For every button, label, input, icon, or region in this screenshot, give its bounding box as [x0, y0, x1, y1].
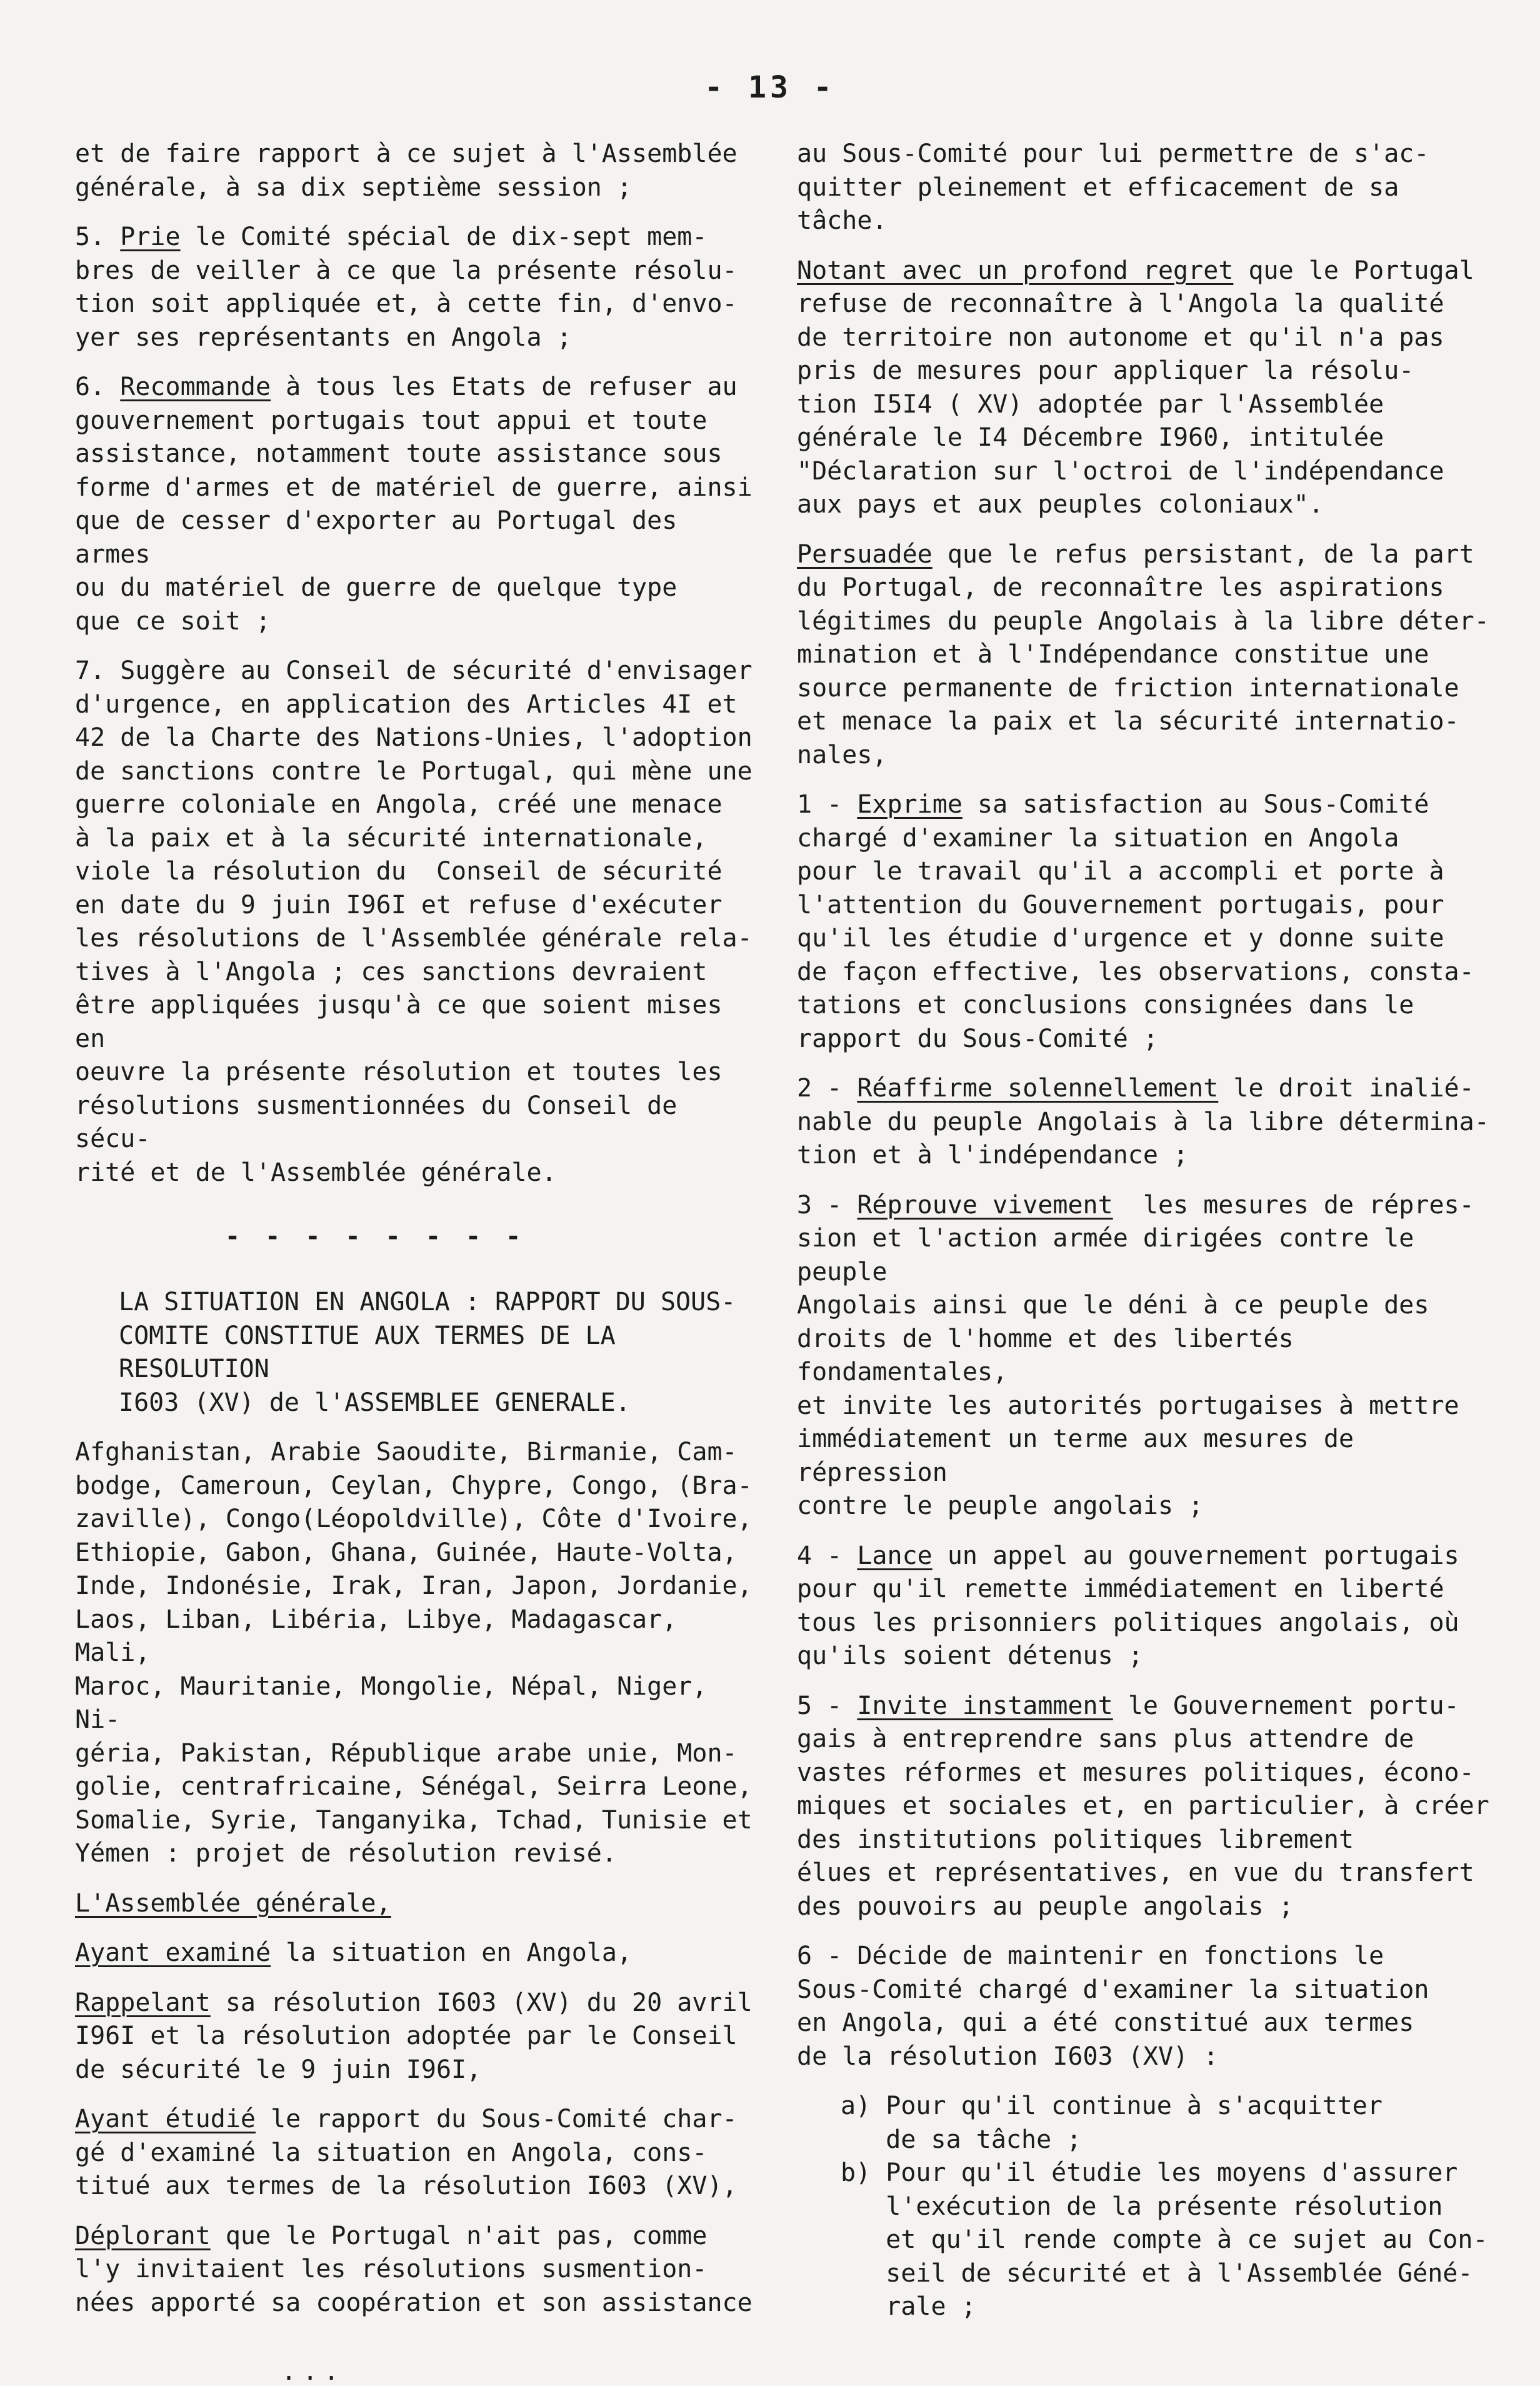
operative-2: 2 - Réaffirme solennellement le droit inalié- nable du peuple Angolais à la libre détermina- tion et à l'indépendance ; — [797, 1074, 1489, 1170]
preamble-ayant-examine: Ayant examiné la situation en Angola, — [75, 1938, 632, 1967]
page-number: - 13 - — [704, 70, 836, 105]
separator: - - - - - - - - — [225, 1222, 526, 1251]
section-heading: LA SITUATION EN ANGOLA : RAPPORT DU SOUS- COMITE CONSTITUE AUX TERMES DE LA RESOLUTION I603 (XV) de l'ASSEMBLEE GENERALE. — [119, 1288, 736, 1417]
operative-4: 4 - Lance un appel au gouvernement portugais pour qu'il remette immédiatement en liberté tous les prisonniers politiques angolais, où qu'ils soient détenus ; — [797, 1541, 1459, 1670]
clause-7: 7. Suggère au Conseil de sécurité d'envisager d'urgence, en application des Articles 4I et 42 de la Charte des Nations-Unies, l'adoption de sanctions contre le Portugal, qui mène une guerre coloniale en Angola, créé une menace à la paix et à la sécurité internationale, viole la résolution du Conseil de sécurité en date du 9 juin I96I et refuse d'exécuter les résolutions de l'Assemblée générale rela- tives à l'Angola ; ces sanctions devraient être appliquées jusqu'à ce que soient mises en oeuvre la présente résolution et toutes les résolutions susmentionnées du Conseil de sécu- rité et de l'Assemblée générale. — [75, 656, 752, 1187]
operative-6b: b) Pour qu'il étudie les moyens d'assurer l'exécution de la présente résolution et qu'il rende compte à ce sujet au Con- seil de sécurité et à l'Assemblée Géné- rale ; — [841, 2158, 1488, 2321]
preamble-persuadee: Persuadée que le refus persistant, de la part du Portugal, de reconnaître les aspirations légitimes du peuple Angolais à la libre déter- mination et à l'Indépendance constitue une source permanente de friction internationale et menace la paix et la sécurité internatio- nales, — [797, 539, 1489, 769]
sponsors-list: Afghanistan, Arabie Saoudite, Birmanie, Cam- bodge, Cameroun, Ceylan, Chypre, Congo, (Bra- zaville), Congo(Léopoldville), Côte d'Ivoire, Ethiopie, Gabon, Ghana, Guinée, Haute-Volta, Inde, Indonésie, Irak, Iran, Japon, Jordanie, Laos, Liban, Libéria, Libye, Madagascar, Mali, Maroc, Mauritanie, Mongolie, Népal, Niger, Ni- géria, Pakistan, République arabe unie, Mon- golie, centrafricaine, Sénégal, Seirra Leone, Somalie, Syrie, Tanganyika, Tchad, Tunisie et Yémen : projet de résolution revisé. — [75, 1438, 752, 1868]
right-column — [797, 138, 1491, 2340]
assembly-label: L'Assemblée générale, — [75, 1888, 391, 1918]
left-column — [75, 138, 756, 2386]
clause-6: 6. Recommande à tous les Etats de refuser au gouvernement portugais tout appui et toute assistance, notamment toute assistance sous forme d'armes et de matériel de guerre, ainsi que de cesser d'exporter au Portugal des armes ou du matériel de guerre de quelque type que ce soit ; — [75, 373, 752, 636]
ellipsis: ... — [281, 2357, 346, 2386]
clause-5: 5. Prie le Comité spécial de dix-sept mem- bres de veiller à ce que la présente résolu- tion soit appliquée et, à cette fin, d'envo- yer ses représentants en Angola ; — [75, 223, 738, 352]
preamble-deplorant: Déplorant que le Portugal n'ait pas, comme l'y invitaient les résolutions susmention- nées apporté sa coopération et son assistance — [75, 2221, 752, 2317]
operative-3: 3 - Réprouve vivement les mesures de répres- sion et l'action armée dirigées contre le peuple Angolais ainsi que le déni à ce peuple des droits de l'homme et des libertés fondamentales, et invite les autorités portugaises à mettre immédiatement un terme aux mesures de répression contre le peuple angolais ; — [797, 1190, 1474, 1520]
paragraph-continuation: et de faire rapport à ce sujet à l'Assemblée générale, à sa dix septième session ; — [75, 139, 738, 202]
operative-6a: a) Pour qu'il continue à s'acquitter de sa tâche ; — [841, 2092, 1382, 2154]
operative-1: 1 - Exprime sa satisfaction au Sous-Comité chargé d'examiner la situation en Angola pour le travail qu'il a accompli et porte à l'attention du Gouvernement portugais, pour qu'il les étudie d'urgence et y donne suite de façon effective, les observations, consta- tations et conclusions consignées dans le rapport du Sous-Comité ; — [797, 790, 1474, 1053]
preamble-rappelant: Rappelant sa résolution I603 (XV) du 20 avril I96I et la résolution adoptée par le Conseil de sécurité le 9 juin I96I, — [75, 1988, 752, 2084]
preamble-notant: Notant avec un profond regret que le Portugal refuse de reconnaître à l'Angola la qualité de territoire non autonome et qu'il n'a pas pris de mesures pour appliquer la résolu- tion I5I4 ( XV) adoptée par l'Assemblée générale le I4 Décembre I960, intitulée "Déclaration sur l'octroi de l'indépendance aux pays et aux peuples coloniaux". — [797, 256, 1474, 519]
paragraph-continuation-right: au Sous-Comité pour lui permettre de s'ac- quitter pleinement et efficacement de sa tâche. — [797, 139, 1429, 235]
preamble-ayant-etudie: Ayant étudié le rapport du Sous-Comité char- gé d'examiné la situation en Angola, cons- titué aux termes de la résolution I603 (XV), — [75, 2105, 738, 2200]
operative-5: 5 - Invite instamment le Gouvernement portu- gais à entreprendre sans plus attendre de vastes réformes et mesures politiques, écono- miques et sociales et, en particulier, à créer des institutions politiques librement élues et représentatives, en vue du transfert des pouvoirs au peuple angolais ; — [797, 1691, 1489, 1921]
operative-6: 6 - Décide de maintenir en fonctions le Sous-Comité chargé d'examiner la situation en Angola, qui a été constitué aux termes de la résolution I603 (XV) : — [797, 1942, 1429, 2071]
